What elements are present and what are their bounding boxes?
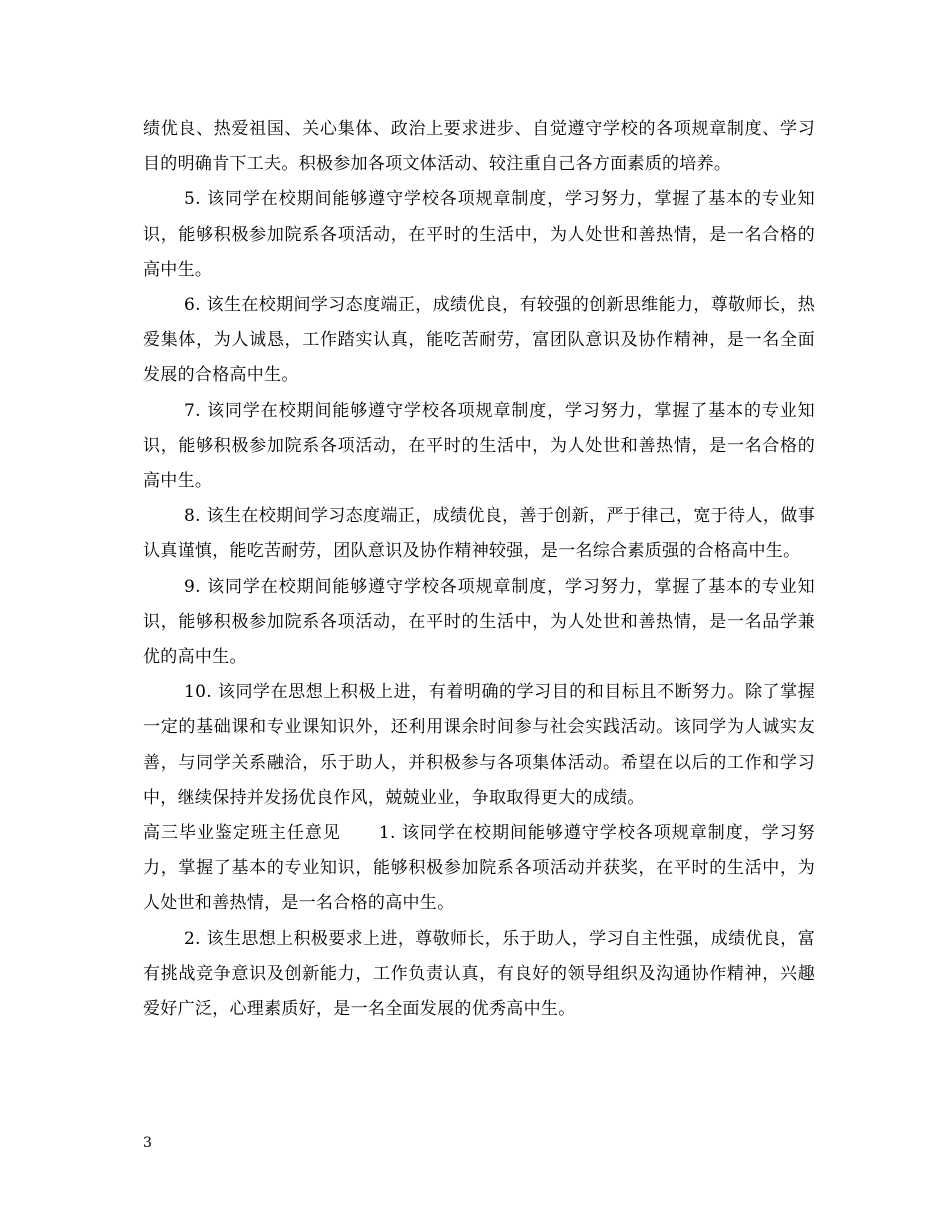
section-item-1: 1. 该同学在校期间能够遵守学校各项规章制度，学习努力，掌握了基本的专业知识，能够积极参加院系各项活动并获奖，在平时的生活中，为人处世和善热情，是一名合格的高中生。 (143, 823, 815, 914)
paragraph-item-6: 6. 该生在校期间学习态度端正，成绩优良，有较强的创新思维能力，尊敬师长，热爱集体，为人诚恳，工作踏实认真，能吃苦耐劳，富团队意识及协作精神，是一名全面发展的合格高中生。 (143, 295, 815, 386)
document-body (143, 112, 815, 1027)
paragraph-item-9: 9. 该同学在校期间能够遵守学校各项规章制度，学习努力，掌握了基本的专业知识，能够积极参加院系各项活动，在平时的生活中，为人处世和善热情，是一名品学兼优的高中生。 (143, 576, 815, 668)
section-item-2: 2. 该生思想上积极要求上进，尊敬师长，乐于助人，学习自主性强，成绩优良，富有挑战竞争意识及创新能力，工作负责认真，有良好的领导组织及沟通协作精神，兴趣爱好广泛，心理素质好，是一名全面发展的优秀高中生。 (143, 928, 815, 1020)
page-number: 3 (143, 1135, 152, 1151)
paragraph-item-10: 10. 该同学在思想上积极上进，有着明确的学习目的和目标且不断努力。除了掌握一定的基础课和专业课知识外，还利用课余时间参与社会实践活动。该同学为人诚实友善，与同学关系融洽，乐于助人，并积极参与各项集体活动。希望在以后的工作和学习中，继续保持并发扬优良作风，兢兢业业，争取取得更大的成绩。 (143, 682, 815, 808)
paragraph-item-7: 7. 该同学在校期间能够遵守学校各项规章制度，学习努力，掌握了基本的专业知识，能够积极参加院系各项活动，在平时的生活中，为人处世和善热情，是一名合格的高中生。 (143, 400, 815, 492)
paragraph-item-8: 8. 该生在校期间学习态度端正，成绩优良，善于创新，严于律己，宽于待人，做事认真谨慎，能吃苦耐劳，团队意识及协作精神较强，是一名综合素质强的合格高中生。 (143, 506, 815, 562)
paragraph-continuation: 绩优良、热爱祖国、关心集体、政治上要求进步、自觉遵守学校的各项规章制度、学习目的明确肯下工夫。积极参加各项文体活动、较注重自己各方面素质的培养。 (143, 119, 815, 175)
section-heading: 高三毕业鉴定班主任意见 (143, 823, 341, 844)
paragraph-item-5: 5. 该同学在校期间能够遵守学校各项规章制度，学习努力，掌握了基本的专业知识，能够积极参加院系各项活动，在平时的生活中，为人处世和善热情，是一名合格的高中生。 (143, 189, 815, 280)
section-paragraph (143, 816, 815, 922)
